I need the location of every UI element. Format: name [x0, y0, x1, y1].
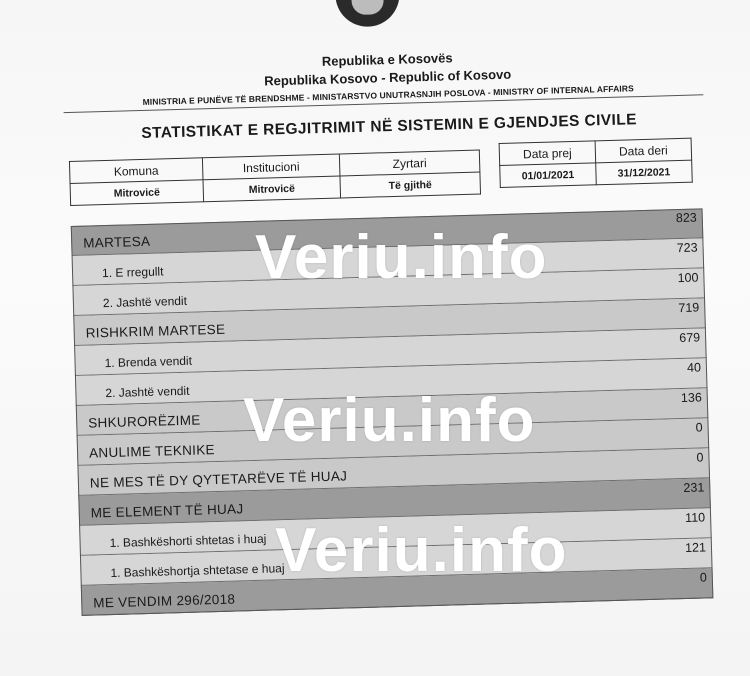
kosovo-emblem-icon	[335, 0, 400, 28]
header-ministry: MINISTRIA E PUNËVE TË BRENDSHME - MINISTARSTVO UNUTRASNJIH POSLOVA - MINISTRY OF INTERNAL AFFAIRS	[142, 83, 634, 107]
row-label: RISHKRIM MARTESE	[85, 321, 226, 341]
row-value: 40	[686, 360, 702, 375]
row-label: 1. E rregullt	[101, 264, 164, 281]
zyrtari-value: Të gjithë	[340, 172, 481, 198]
row-value: 100	[677, 270, 699, 286]
row-value: 121	[684, 540, 707, 555]
header-country-albanian: Republika e Kosovës	[321, 50, 453, 69]
report-title: STATISTIKAT E REGJITRIMIT NË SISTEMIN E GJENDJES CIVILE	[141, 111, 638, 142]
row-value: 719	[678, 300, 700, 316]
row-value: 823	[675, 210, 697, 226]
row-label: 1. Bashkëshorti shtetas i huaj	[109, 531, 267, 551]
institucioni-label: Institucioni	[202, 154, 340, 180]
row-label: 1. Brenda vendit	[104, 353, 193, 371]
row-label: 2. Jashtë vendit	[105, 383, 190, 401]
row-value: 231	[683, 480, 705, 496]
watermark: Veriu.info	[275, 516, 568, 585]
row-value: 0	[696, 450, 704, 465]
filter-table	[69, 150, 481, 206]
row-label: ME VENDIM 296/2018	[93, 591, 236, 611]
row-label: MARTESA	[83, 233, 151, 251]
row-value: 0	[699, 570, 708, 585]
row-label: NE MES TË DY QYTETARËVE TË HUAJ	[89, 468, 348, 491]
data-deri-label: Data deri	[595, 138, 692, 163]
row-label: SHKURORËZIME	[88, 412, 201, 431]
watermark: Veriu.info	[255, 223, 548, 292]
row-value: 723	[676, 240, 698, 256]
row-label: 1. Bashkëshortja shtetase e huaj	[110, 561, 285, 581]
data-deri-value: 31/12/2021	[596, 160, 693, 185]
data-prej-value: 01/01/2021	[500, 163, 597, 188]
row-value: 0	[695, 420, 703, 435]
zyrtari-label: Zyrtari	[339, 150, 480, 176]
row-label: ME ELEMENT TË HUAJ	[90, 501, 244, 521]
data-prej-label: Data prej	[499, 141, 596, 166]
komuna-label: Komuna	[69, 158, 203, 184]
header-country-multilingual: Republika Kosovo - Republic of Kosovo	[264, 66, 512, 89]
row-label: ANULIME TEKNIKE	[88, 442, 216, 461]
komuna-value: Mitrovicë	[70, 180, 204, 206]
date-range-table	[499, 138, 693, 188]
row-label: 2. Jashtë vendit	[102, 293, 188, 311]
institucioni-value: Mitrovicë	[203, 176, 341, 202]
row-value: 110	[685, 510, 706, 525]
row-value: 136	[680, 390, 702, 406]
row-value: 679	[679, 330, 701, 346]
watermark: Veriu.info	[243, 386, 536, 455]
